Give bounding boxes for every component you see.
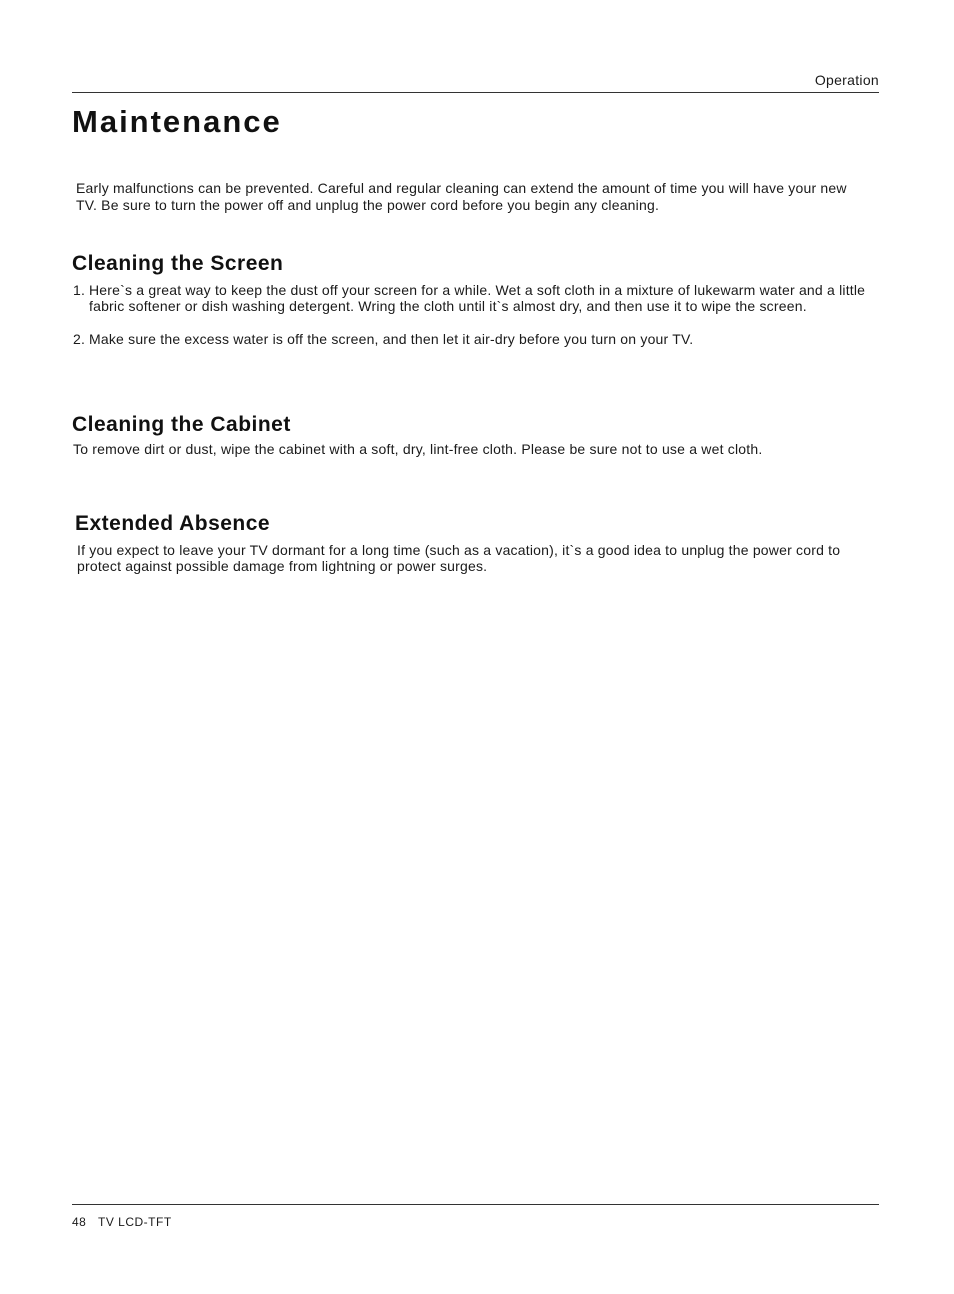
extended-absence-text: If you expect to leave your TV dormant for a long time (such as a vacation), it`s a good idea to unplug the power cord to protect against possible damage from lightning or power surges. bbox=[77, 542, 841, 574]
step-text: Here`s a great way to keep the dust off your screen for a while. Wet a soft cloth in a mixture of lukewarm water and a little fabric softener or dish washing detergent. Wring the cloth until it`s almost dry, and then use it to wipe the screen. bbox=[89, 282, 866, 314]
page-footer bbox=[72, 1215, 172, 1229]
intro-paragraph: Early malfunctions can be prevented. Careful and regular cleaning can extend the amount of time you will have your new TV. Be sure to turn the power off and unplug the power cord before you begin any cleaning. bbox=[76, 180, 847, 213]
heading-extended-absence: Extended Absence bbox=[75, 512, 271, 535]
step-number: 2. bbox=[73, 331, 86, 347]
footer-divider bbox=[72, 1204, 879, 1205]
screen-cleaning-steps bbox=[73, 282, 873, 347]
product-name: TV LCD-TFT bbox=[97, 1215, 172, 1229]
list-item bbox=[73, 331, 873, 347]
heading-cleaning-cabinet: Cleaning the Cabinet bbox=[72, 413, 291, 436]
header-divider bbox=[72, 92, 879, 93]
page-title: Maintenance bbox=[72, 104, 282, 139]
step-text: Make sure the excess water is off the screen, and then let it air-dry before you turn on your TV. bbox=[89, 331, 694, 347]
step-number: 1. bbox=[73, 282, 86, 298]
section-label: Operation bbox=[814, 72, 879, 88]
heading-cleaning-screen: Cleaning the Screen bbox=[72, 252, 284, 275]
list-item bbox=[73, 282, 873, 314]
page-number: 48 bbox=[72, 1215, 87, 1229]
cabinet-cleaning-text: To remove dirt or dust, wipe the cabinet with a soft, dry, lint-free cloth. Please be sure not to use a wet cloth. bbox=[73, 441, 763, 457]
